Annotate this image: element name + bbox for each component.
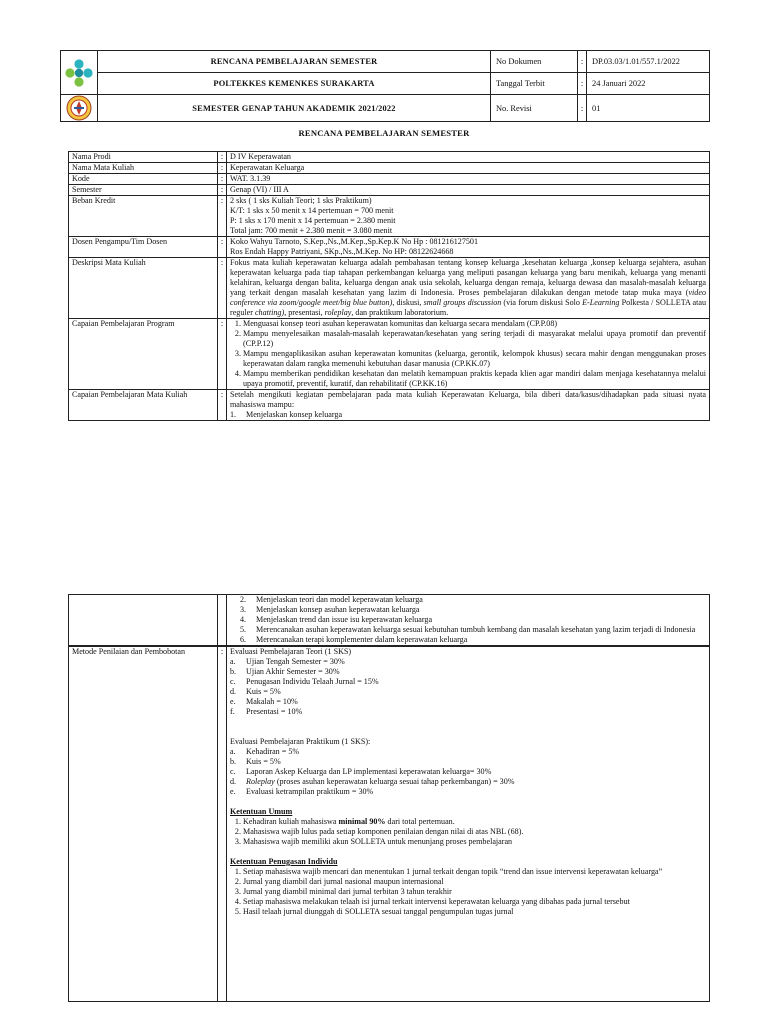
item-letter: d.	[230, 687, 237, 696]
deskripsi-italic: E-Learning	[582, 298, 620, 307]
item-number: 3.	[240, 605, 247, 614]
item-text: Ujian Tengah Semester = 30%	[246, 657, 345, 666]
deskripsi-italic: small groups discussion	[423, 298, 502, 307]
item-text: Merencanakan terapi komplementer dalam keperawatan keluarga	[256, 635, 468, 644]
table-row	[69, 647, 710, 1002]
list-item: 2. Jurnal yang diambil dari jurnal nasional maupun internasional	[243, 877, 706, 887]
semester-value: Genap (VI) / III A	[227, 185, 710, 196]
item-letter: c.	[230, 767, 236, 776]
list-item	[230, 595, 706, 605]
colon: :	[578, 95, 587, 122]
deskripsi-label: Deskripsi Mata Kuliah	[69, 258, 218, 319]
deskripsi-italic: video conference via zoom/google meet/big blue button)	[230, 288, 706, 307]
item-text: Menjelaskan konsep asuhan keperawatan keluarga	[256, 605, 420, 614]
list-item: 2. Mampu menyelesaikan masalah-masalah keperawatan/kesehatan yang sering terjadi di masyarakat melalui upaya promotif dan preventif (CP.P.12)	[243, 329, 706, 349]
item-letter: d.	[230, 777, 237, 786]
info-table	[68, 151, 710, 421]
item-italic: Roleplay	[246, 777, 275, 786]
item-letter: c.	[230, 677, 236, 686]
tanggal-terbit-value: 24 Januari 2022	[587, 73, 710, 95]
item-letter: a.	[230, 747, 236, 756]
item-number: 6.	[240, 635, 247, 644]
list-item	[230, 757, 706, 767]
colon: :	[578, 51, 587, 73]
table-row	[69, 185, 710, 196]
teori-title: Evaluasi Pembelajaran Teori (1 SKS)	[230, 647, 352, 656]
metode-label: Metode Penilaian dan Pembobotan	[69, 647, 218, 1002]
table-row	[69, 237, 710, 258]
empty-cell	[69, 595, 218, 646]
item-letter: b.	[230, 757, 237, 766]
item-text: Presentasi = 10%	[246, 707, 303, 716]
list-item	[230, 635, 706, 645]
document-header	[60, 50, 710, 122]
header-title-2: POLTEKKES KEMENKES SURAKARTA	[98, 73, 491, 95]
item-number: 1.	[230, 410, 237, 419]
item-number: 5.	[240, 625, 247, 634]
colon: :	[218, 647, 227, 1002]
metode-value	[227, 647, 710, 1002]
colon: :	[218, 237, 227, 258]
praktikum-title: Evaluasi Pembelajaran Praktikum (1 SKS):	[230, 737, 371, 746]
colon: :	[218, 163, 227, 174]
list-item	[243, 817, 706, 827]
table-row	[69, 152, 710, 163]
item-text: Kuis = 5%	[246, 687, 281, 696]
kode-value: WAT. 3.1.39	[227, 174, 710, 185]
item-text: Kehadiran kuliah mahasiswa	[243, 817, 339, 826]
kemenkes-logo	[61, 51, 98, 95]
ketentuan-individu-title: Ketentuan Penugasan Individu	[230, 857, 338, 866]
kode-label: Kode	[69, 174, 218, 185]
cpmk-value	[227, 390, 710, 421]
cpmk-intro: Setelah mengikuti kegiatan pembelajaran pada mata kuliah Keperawatan Keluarga, bila diberi data/kasus/dihadapkan pada situasi nyata mahasiswa mampu:	[230, 390, 706, 409]
list-item	[230, 697, 706, 707]
poltekkes-logo	[61, 95, 98, 122]
info-table-continued	[68, 594, 710, 1002]
dosen-value	[227, 237, 710, 258]
item-text: Kehadiran = 5%	[246, 747, 300, 756]
item-text: Kuis = 5%	[246, 757, 281, 766]
list-item: 3. Jurnal yang diambil minimal dari jurnal terbitan 3 tahun terakhir	[243, 887, 706, 897]
deskripsi-italic: roleplay	[324, 308, 352, 317]
item-letter: e.	[230, 697, 236, 706]
list-item: 3. Mahasiswa wajib memiliki akun SOLLETA untuk menunjang proses pembelajaran	[243, 837, 706, 847]
cpp-value	[227, 319, 710, 390]
revisi-label: No. Revisi	[491, 95, 578, 122]
list-item: 2. Mahasiswa wajib lulus pada setiap komponen penilaian dengan nilai di atas NBL (68).	[243, 827, 706, 837]
item-text: Menjelaskan trend dan issue isu keperawatan keluarga	[256, 615, 433, 624]
document-title: RENCANA PEMBELAJARAN SEMESTER	[298, 128, 470, 138]
table-row	[69, 174, 710, 185]
cpmk-continued	[227, 595, 710, 646]
dosen-line: Ros Endah Happy Patriyani, SKp.,Ns.,M.Kep. No HP: 08122624668	[230, 247, 454, 256]
item-letter: f.	[230, 707, 235, 716]
prodi-value: D IV Keperawatan	[227, 152, 710, 163]
revisi-value: 01	[587, 95, 710, 122]
list-item	[230, 667, 706, 677]
no-dokumen-value: DP.03.03/1.01/557.1/2022	[587, 51, 710, 73]
mk-label: Nama Mata Kuliah	[69, 163, 218, 174]
item-text: Menjelaskan teori dan model keperawatan keluarga	[256, 595, 423, 604]
deskripsi-text: , diskusi,	[392, 298, 424, 307]
item-text: Laporan Askep Keluarga dan LP implementasi keperawatan keluarga= 30%	[246, 767, 492, 776]
item-number: 4.	[240, 615, 247, 624]
colon: :	[218, 390, 227, 421]
dosen-label: Dosen Pengampu/Tim Dosen	[69, 237, 218, 258]
list-item: 1. Setiap mahasiswa wajib mencari dan menentukan 1 jurnal terkait dengan topik “trend dan issue intervensi keperawatan keluarga”	[243, 867, 706, 877]
ketentuan-umum-list	[230, 817, 706, 847]
ketentuan-umum-title: Ketentuan Umum	[230, 807, 293, 816]
colon: :	[578, 73, 587, 95]
item-letter: e.	[230, 787, 236, 796]
table-row	[69, 319, 710, 390]
list-item	[230, 625, 706, 635]
ketentuan-individu-list	[230, 867, 706, 917]
deskripsi-italic: chatting)	[254, 308, 285, 317]
list-item: 5. Hasil telaah jurnal diunggah di SOLLETA sesuai tanggal pengumpulan tugas jurnal	[243, 907, 706, 917]
beban-value	[227, 196, 710, 237]
item-text: Penugasan Individu Telaah Jurnal = 15%	[246, 677, 379, 686]
deskripsi-value	[227, 258, 710, 319]
list-item: 3. Mampu mengaplikasikan asuhan keperawatan komunitas (keluarga, gerontik, kelompok khusus) secara mahir dengan menggunakan proses keperawatan dalam rangka memenuhi kebutuhan dasar manusia (CP.KK.07)	[243, 349, 706, 369]
beban-line: 2 sks ( 1 sks Kuliah Teori; 1 sks Praktikum)	[230, 196, 372, 205]
no-dokumen-label: No Dokumen	[491, 51, 578, 73]
beban-line: K/T: 1 sks x 50 menit x 14 pertemuan = 700 menit	[230, 206, 394, 215]
list-item	[230, 747, 706, 757]
table-row	[69, 196, 710, 237]
list-item	[230, 687, 706, 697]
header-title-3: SEMESTER GENAP TAHUN AKADEMIK 2021/2022	[98, 95, 491, 122]
deskripsi-text: Polkesta / SOLLETA atau reguler	[230, 298, 706, 317]
prodi-label: Nama Prodi	[69, 152, 218, 163]
table-row	[69, 390, 710, 421]
colon: :	[218, 258, 227, 319]
item-text: Ujian Akhir Semester = 30%	[246, 667, 340, 676]
list-item	[230, 787, 706, 797]
colon: :	[218, 174, 227, 185]
item-text: (proses asuhan keperawatan keluarga sesuai tahap perkembangan) = 30%	[276, 777, 515, 786]
beban-line: Total jam: 700 menit + 2.380 menit = 3.080 menit	[230, 226, 393, 235]
mk-value: Keperawatan Keluarga	[227, 163, 710, 174]
item-letter: b.	[230, 667, 237, 676]
deskripsi-text: Fokus mata kuliah keperawatan keluarga adalah pembahasan tentang konsep keluarga ,kesehatan keluarga ,konsep keluarga sejahtera, asuhan keperawatan keluarga pada tiap tahapan perkembangan keluarga yang meliputi pasangan keluarga yang baru menikah, keluarga yang menanti kelahiran, keluarga dengan balita, keluarga dengan anak usia sekolah, keluarga dengan remaja, keluarga dewasa dan masalah-masalah keluarga yang terkait dengan masalah kesehatan yang lazim di Indonesia. Proses pembelajaran dilakukan dengan metode tatap muka maya (	[230, 258, 706, 297]
tanggal-terbit-label: Tanggal Terbit	[491, 73, 578, 95]
item-text: Menjelaskan konsep keluarga	[246, 410, 343, 419]
deskripsi-text: (via forum diskusi Solo	[501, 298, 583, 307]
dosen-line: Koko Wahyu Tarnoto, S.Kep.,Ns.,M.Kep.,Sp.Kep.K No Hp : 081216127501	[230, 237, 479, 246]
list-item	[230, 707, 706, 717]
colon: :	[218, 319, 227, 390]
list-item	[230, 657, 706, 667]
item-text: dari total pertemuan.	[385, 817, 455, 826]
cpmk-label: Capaian Pembelajaran Mata Kuliah	[69, 390, 218, 421]
list-item	[230, 677, 706, 687]
list-item	[230, 605, 706, 615]
beban-label: Beban Kredit	[69, 196, 218, 237]
deskripsi-text: , presentasi,	[284, 308, 325, 317]
list-item	[230, 777, 706, 787]
list-item	[230, 767, 706, 777]
item-bold: minimal 90%	[338, 817, 386, 826]
list-item: 4. Mampu memberikan pendidikan kesehatan dan melatih kemampuan praktis kepada klien agar mandiri dalam menjaga kesehatannya melalui upaya promotif, preventif, kuratif, dan rehabilitatif (CP.KK.16)	[243, 369, 706, 389]
colon: :	[218, 185, 227, 196]
item-text: Makalah = 10%	[246, 697, 298, 706]
semester-label: Semester	[69, 185, 218, 196]
item-text: Merencanakan asuhan keperawatan keluarga sesuai kebutuhan tumbuh kembang dan masalah kesehatan yang lazim terjadi di Indonesia	[256, 625, 696, 634]
item-letter: a.	[230, 657, 236, 666]
colon: :	[218, 152, 227, 163]
list-item: 1. Menguasai konsep teori asuhan keperawatan komunitas dan keluarga secara mendalam (CP.P.08)	[243, 319, 706, 329]
list-item	[230, 615, 706, 625]
table-row	[69, 163, 710, 174]
cpp-label: Capaian Pembelajaran Program	[69, 319, 218, 390]
table-row	[69, 258, 710, 319]
item-text: Evaluasi ketrampilan praktikum = 30%	[246, 787, 374, 796]
table-row	[69, 595, 710, 646]
colon: :	[218, 196, 227, 237]
beban-line: P: 1 sks x 170 menit x 14 pertemuan = 2.380 menit	[230, 216, 396, 225]
list-item: 4. Setiap mahasiswa melakukan telaah isi jurnal terkait intervensi keperawatan keluarga yang dibahas pada jurnal tersebut	[243, 897, 706, 907]
item-number: 2.	[240, 595, 247, 604]
header-title-1: RENCANA PEMBELAJARAN SEMESTER	[98, 51, 491, 73]
list-item	[230, 410, 706, 420]
empty-cell	[218, 595, 227, 646]
deskripsi-text: , dan praktikum laboratorium.	[351, 308, 449, 317]
cpp-list	[230, 319, 706, 389]
